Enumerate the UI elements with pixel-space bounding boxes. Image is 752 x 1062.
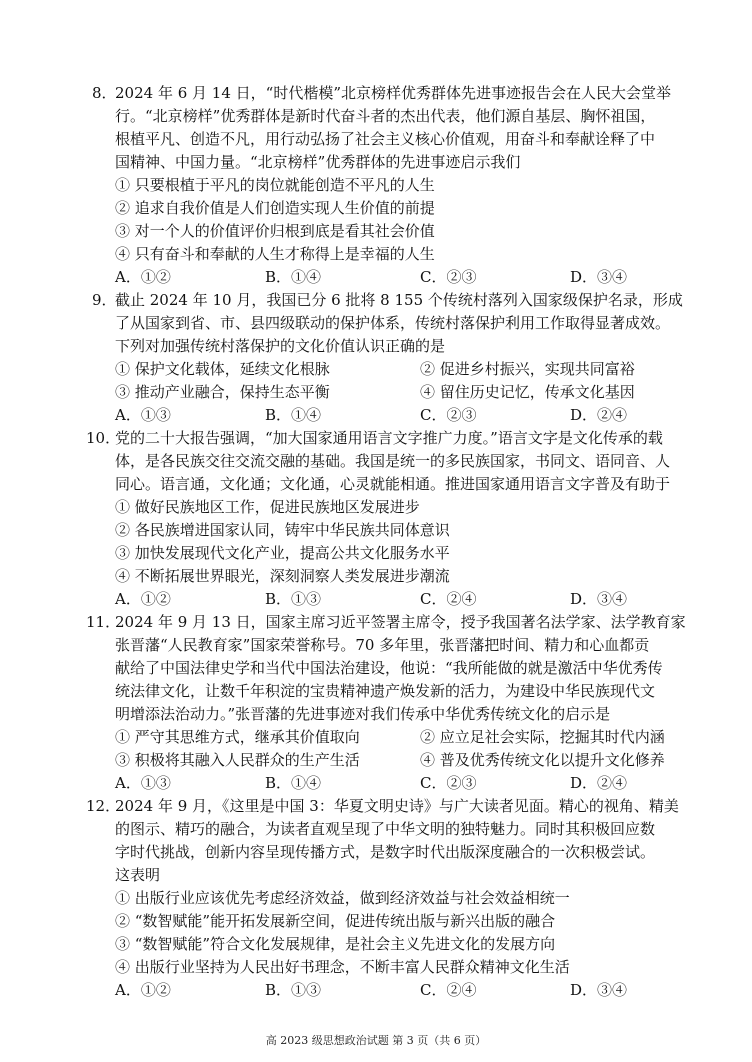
question-stem-line: 献给了中国法律史学和当代中国法治建设，他说：“我所能做的就是激活中华优秀传 (115, 659, 663, 677)
statement: ④ 不断拓展世界眼光，深刻洞察人类发展进步潮流 (115, 567, 450, 585)
question-stem-line: 明增添法治动力。”张晋藩的先进事迹对我们传承中华优秀传统文化的启示是 (115, 705, 611, 723)
choice-a[interactable]: A．①② (115, 268, 171, 286)
choice-a[interactable]: A．①② (115, 981, 171, 999)
question-number: 12． (86, 797, 121, 815)
question-stem-line: 字时代挑战，创新内容呈现传播方式，是数字时代出版深度融合的一次积极尝试。 (115, 843, 656, 861)
statement: ② 促进乡村振兴，实现共同富裕 (420, 360, 635, 378)
choice-d[interactable]: D．②④ (570, 774, 628, 792)
statement: ③ 积极将其融入人民群众的生产生活 (115, 751, 360, 769)
statement: ④ 普及优秀传统文化以提升文化修养 (420, 751, 665, 769)
statement: ④ 留住历史记忆，传承文化基因 (420, 383, 635, 401)
choice-c[interactable]: C．②③ (420, 774, 477, 792)
statement: ① 做好民族地区工作，促进民族地区发展进步 (115, 498, 420, 516)
question-stem-line: 这表明 (115, 866, 161, 884)
question-number: 10． (86, 429, 121, 447)
choice-d[interactable]: D．②④ (570, 406, 628, 424)
choice-b[interactable]: B．①③ (265, 981, 322, 999)
statement: ② 追求自我价值是人们创造实现人生价值的前提 (115, 199, 435, 217)
choice-c[interactable]: C．②③ (420, 406, 477, 424)
choice-b[interactable]: B．①④ (265, 774, 322, 792)
choice-d[interactable]: D．③④ (570, 268, 628, 286)
choice-b[interactable]: B．①④ (265, 268, 322, 286)
question-stem-line: 2024 年 6 月 14 日，“时代楷模”北京榜样优秀群体先进事迹报告会在人民大会堂举 (115, 84, 671, 102)
question-stem-line: 同心。语言通，文化通；文化通，心灵就能相通。推进国家通用语言文字普及有助于 (115, 475, 671, 493)
statement: ④ 出版行业坚持为人民出好书理念，不断丰富人民群众精神文化生活 (115, 958, 570, 976)
question-stem-line: 根植平凡、创造不凡，用行动弘扬了社会主义核心价值观，用奋斗和奉献诠释了中 (115, 130, 656, 148)
statement: ③ “数智赋能”符合文化发展规律，是社会主义先进文化的发展方向 (115, 935, 556, 953)
question-stem-line: 了从国家到省、市、县四级联动的保护体系，传统村落保护利用工作取得显著成效。 (115, 314, 671, 332)
statement: ① 保护文化载体，延续文化根脉 (115, 360, 330, 378)
question-stem-line: 体，是各民族交往交流交融的基础。我国是统一的多民族国家，书同文、语同音、人 (115, 452, 671, 470)
question-stem-line: 张晋藩“人民教育家”国家荣誉称号。70 多年里，张晋藩把时间、精力和心血都贡 (115, 636, 650, 654)
question-stem-line: 国精神、中国力量。“北京榜样”优秀群体的先进事迹启示我们 (115, 153, 521, 171)
question-stem-line: 的图示、精巧的融合，为读者直观呈现了中华文明的独特魅力。同时其积极回应数 (115, 820, 656, 838)
question-stem-line: 统法律文化，让数千年积淀的宝贵精神遗产焕发新的活力，为建设中华民族现代文 (115, 682, 656, 700)
statement: ② 应立足社会实际，挖掘其时代内涵 (420, 728, 665, 746)
question-stem-line: 党的二十大报告强调，“加大国家通用语言文字推广力度。”语言文字是文化传承的载 (115, 429, 663, 447)
statement: ① 只要根植于平凡的岗位就能创造不平凡的人生 (115, 176, 435, 194)
statement: ② “数智赋能”能开拓发展新空间，促进传统出版与新兴出版的融合 (115, 912, 556, 930)
choice-d[interactable]: D．③④ (570, 981, 628, 999)
statement: ④ 只有奋斗和奉献的人生才称得上是幸福的人生 (115, 245, 435, 263)
choice-c[interactable]: C．②③ (420, 268, 477, 286)
question-stem-line: 2024 年 9 月，《这里是中国 3：华夏文明史诗》与广大读者见面。精心的视角、精美 (115, 797, 679, 815)
question-stem-line: 下列对加强传统村落保护的文化价值认识正确的是 (115, 337, 446, 355)
statement: ③ 加快发展现代文化产业，提高公共文化服务水平 (115, 544, 450, 562)
question-stem-line: 2024 年 9 月 13 日，国家主席习近平签署主席令，授予我国著名法学家、法学教育家 (115, 613, 686, 631)
choice-b[interactable]: B．①④ (265, 406, 322, 424)
statement: ① 严守其思维方式，继承其价值取向 (115, 728, 360, 746)
choice-a[interactable]: A．①② (115, 590, 171, 608)
question-stem-line: 行。“北京榜样”优秀群体是新时代奋斗者的杰出代表，他们源自基层、胸怀祖国， (115, 107, 656, 125)
choice-c[interactable]: C．②④ (420, 981, 477, 999)
question-number: 8． (92, 84, 117, 102)
choice-a[interactable]: A．①③ (115, 774, 171, 792)
question-number: 9． (92, 291, 117, 309)
page-footer: 高 2023 级思想政治试题 第 3 页（共 6 页） (265, 1034, 487, 1047)
statement: ① 出版行业应该优先考虑经济效益，做到经济效益与社会效益相统一 (115, 889, 570, 907)
choice-d[interactable]: D．③④ (570, 590, 628, 608)
question-number: 11． (86, 613, 121, 631)
choice-a[interactable]: A．①③ (115, 406, 171, 424)
choice-c[interactable]: C．②④ (420, 590, 477, 608)
statement: ③ 推动产业融合，保持生态平衡 (115, 383, 330, 401)
choice-b[interactable]: B．①③ (265, 590, 322, 608)
statement: ③ 对一个人的价值评价归根到底是看其社会价值 (115, 222, 435, 240)
question-stem-line: 截止 2024 年 10 月，我国已分 6 批将 8 155 个传统村落列入国家级保护名录，形成 (115, 291, 683, 309)
statement: ② 各民族增进国家认同，铸牢中华民族共同体意识 (115, 521, 450, 539)
